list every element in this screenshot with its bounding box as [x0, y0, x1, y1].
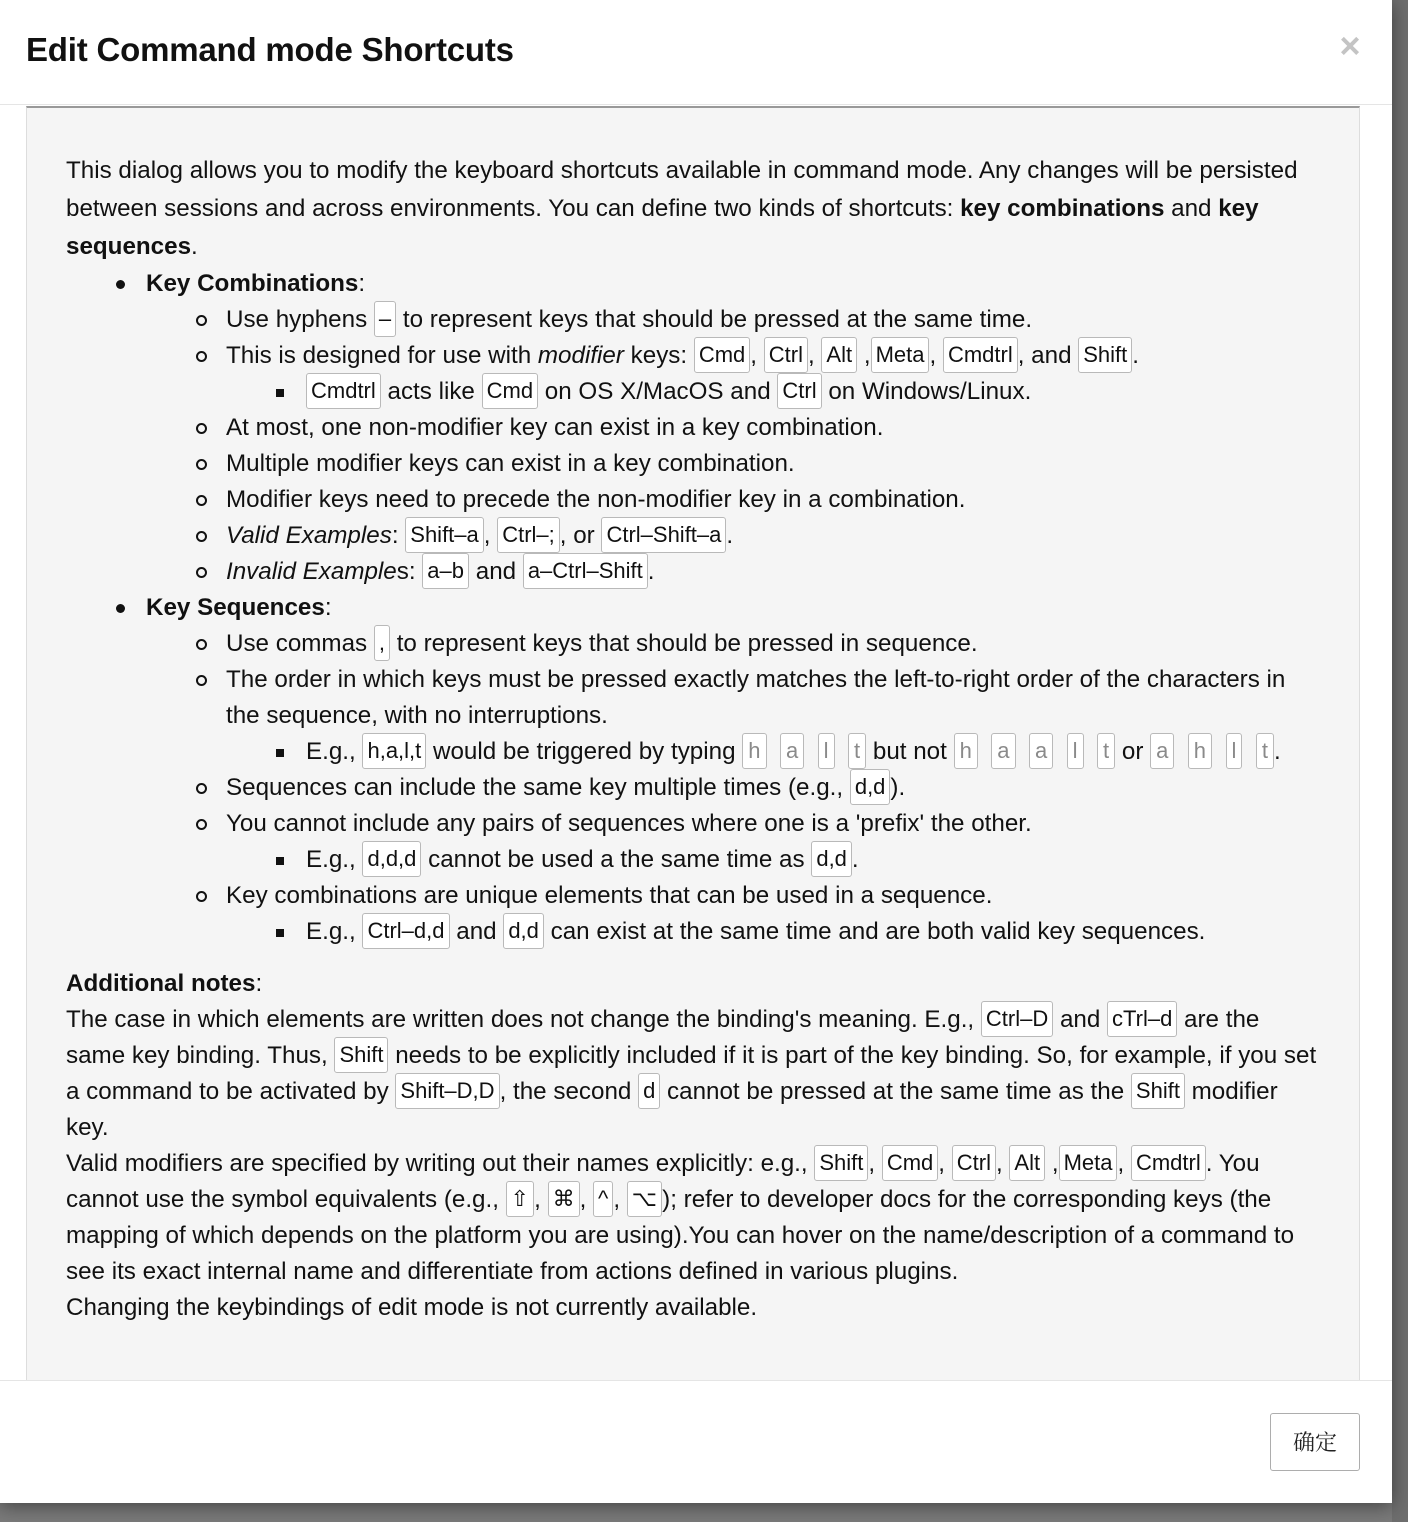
key-sequences-section: Key Sequences: Use commas , to represent keys that should be pressed in sequence. The order in which keys must be pressed exactly matches the left-to-right order of the characters in the sequence, with no interruptions. E.g., h,a,l,t would be triggered by typing h a l t but not h a a l t or a h l t . Sequences can include the same key multiple times (e.g., d,d ). You cannot include any pairs of sequences where one is a 'prefix' the other. E.g., d,d,d cannot be used a the same time as d,d . Key combinations are unique elements that can be used in a sequence. E.g., Ctrl–d,d and d,d can exist at the same time and are both valid key sequences. [146, 590, 1321, 950]
typed-key: a [1150, 733, 1174, 769]
key-cmdtrl: Cmdtrl [1131, 1145, 1206, 1181]
key-example: d,d [503, 913, 544, 949]
key-shift: Shift [814, 1145, 868, 1181]
list-item: Modifier keys need to precede the non-modifier key in a combination. [226, 482, 1321, 518]
key-example: Ctrl–Shift–a [601, 517, 726, 553]
list-item: Invalid Examples: a–b and a–Ctrl–Shift . [226, 554, 1321, 590]
list-item: You cannot include any pairs of sequences where one is a 'prefix' the other. E.g., d,d,d cannot be used a the same time as d,d . [226, 806, 1321, 878]
typed-key: h [1188, 733, 1212, 769]
list-item: Use hyphens – to represent keys that should be pressed at the same time. [226, 302, 1321, 338]
command-symbol-icon: ⌘ [548, 1181, 580, 1217]
typed-key: h [742, 733, 766, 769]
key-example: Shift–a [405, 517, 484, 553]
key-example: cTrl–d [1107, 1001, 1177, 1037]
edit-mode-note: Changing the keybindings of edit mode is not currently available. [66, 1294, 758, 1321]
key-cmd: Cmd [694, 337, 750, 373]
dialog-body[interactable] [26, 106, 1362, 1380]
typed-key: l [818, 733, 835, 769]
shortcut-help-panel [26, 106, 1360, 1380]
list-item: This is designed for use with modifier keys: Cmd , Ctrl , Alt , Meta , Cmdtrl , and Shift . Cmdtrl acts like Cmd on OS X/MacOS and Ctrl on Windows/Linux. [226, 338, 1321, 410]
list-item: At most, one non-modifier key can exist in a key combination. [226, 410, 1321, 446]
close-icon[interactable]: × [1339, 25, 1361, 66]
key-cmd: Cmd [882, 1145, 938, 1181]
dialog-title: Edit Command mode Shortcuts [26, 31, 514, 68]
typed-key: l [1067, 733, 1084, 769]
key-ctrl: Ctrl [777, 373, 821, 409]
key-ctrl: Ctrl [764, 337, 808, 373]
help-list [66, 266, 1321, 950]
key-example: Shift–D,D [395, 1073, 499, 1109]
typed-key: a [780, 733, 804, 769]
list-item: Cmdtrl acts like Cmd on OS X/MacOS and Ctrl on Windows/Linux. [306, 374, 1321, 410]
key-example: a–b [422, 553, 469, 589]
list-item: Sequences can include the same key multiple times (e.g., d,d ). [226, 770, 1321, 806]
shift-symbol-icon: ⇧ [506, 1181, 534, 1217]
list-item: E.g., h,a,l,t would be triggered by typing h a l t but not h a a l t or a h l t . [306, 734, 1321, 770]
key-ctrl: Ctrl [952, 1145, 996, 1181]
typed-key: l [1226, 733, 1243, 769]
key-comma: , [374, 625, 390, 661]
key-example: d,d,d [362, 841, 421, 877]
key-shift: Shift [1078, 337, 1132, 373]
key-shift: Shift [334, 1037, 388, 1073]
list-item: Key combinations are unique elements that can be used in a sequence. E.g., Ctrl–d,d and d,d can exist at the same time and are both valid key sequences. [226, 878, 1321, 950]
dialog-footer [0, 1380, 1392, 1503]
case-note: The case in which elements are written does not change the binding's meaning. E.g., Ctrl–D and cTrl–d are the same key binding. Thus, Shift needs to be explicitly included if it is part of the key binding. So, for example, if you set a command to be activated by Shift–D,D , the second d cannot be pressed at the same time as the Shift modifier key. [66, 1002, 1321, 1146]
list-item: Use commas , to represent keys that should be pressed in sequence. [226, 626, 1321, 662]
key-meta: Meta [871, 337, 930, 373]
sequence-rules [146, 626, 1321, 950]
list-item: Valid Examples: Shift–a , Ctrl–; , or Ctrl–Shift–a . [226, 518, 1321, 554]
typed-key: h [954, 733, 978, 769]
modal-backdrop [1392, 0, 1408, 1522]
dialog-header [0, 0, 1392, 105]
key-example: a–Ctrl–Shift [523, 553, 648, 589]
key-cmdtrl: Cmdtrl [306, 373, 381, 409]
key-example: Ctrl–d,d [362, 913, 449, 949]
key-alt: Alt [1009, 1145, 1045, 1181]
key-hyphen: – [374, 301, 396, 337]
key-combinations-section: Key Combinations: Use hyphens – to represent keys that should be pressed at the same time. This is designed for use with modifier keys: Cmd , Ctrl , Alt , Meta , Cmdtrl , and Shift . Cmdtrl acts like Cmd on OS X/MacOS and Ctrl on Windows/Linux. At most, one non-modifier key can exist in a key combination. Multiple modifier keys can exist in a key combination. Modifier keys need to precede the non-modifier key in a combination. Valid Examples: Shift–a , Ctrl–; , or Ctrl–Shift–a . Invalid Examples: a–b and a–Ctrl–Shift . [146, 266, 1321, 590]
control-symbol-icon: ^ [593, 1181, 613, 1217]
list-item: E.g., d,d,d cannot be used a the same time as d,d . [306, 842, 1321, 878]
key-example: d [638, 1073, 660, 1109]
key-meta: Meta [1059, 1145, 1118, 1181]
list-item: E.g., Ctrl–d,d and d,d can exist at the same time and are both valid key sequences. [306, 914, 1321, 950]
typed-key: t [1256, 733, 1274, 769]
list-item: The order in which keys must be pressed exactly matches the left-to-right order of the characters in the sequence, with no interruptions. E.g., h,a,l,t would be triggered by typing h a l t but not h a a l t or a h l t . [226, 662, 1321, 770]
typed-key: a [991, 733, 1015, 769]
key-example: d,d [850, 769, 891, 805]
key-shift: Shift [1131, 1073, 1185, 1109]
key-example: d,d [811, 841, 852, 877]
modifiers-note: Valid modifiers are specified by writing out their names explicitly: e.g., Shift , Cmd , Ctrl , Alt , Meta , Cmdtrl . You cannot use the symbol equivalents (e.g., ⇧ , ⌘ , ^ , ⌥ ); refer to developer docs for the corresponding keys (the mapping of which depends on the platform you are using).You can hover on the name/description of a command to see its exact internal name and differentiate from actions defined in various plugins. [66, 1146, 1321, 1290]
intro-paragraph: This dialog allows you to modify the keyboard shortcuts available in command mode. Any changes will be persisted between sessions and across environments. You can define two kinds of shortcuts: key combinations and key sequences. [66, 157, 1298, 260]
option-symbol-icon: ⌥ [627, 1181, 662, 1217]
key-cmdtrl: Cmdtrl [943, 337, 1018, 373]
typed-key: t [848, 733, 866, 769]
key-example: h,a,l,t [362, 733, 426, 769]
list-item: Multiple modifier keys can exist in a key combination. [226, 446, 1321, 482]
key-example: Ctrl–D [981, 1001, 1053, 1037]
additional-notes-heading: Additional notes: [66, 970, 263, 997]
ok-button[interactable]: 确定 [1270, 1413, 1360, 1471]
typed-key: a [1029, 733, 1053, 769]
key-cmd: Cmd [482, 373, 538, 409]
key-alt: Alt [821, 337, 857, 373]
typed-key: t [1097, 733, 1115, 769]
key-example: Ctrl–; [497, 517, 560, 553]
combo-rules [146, 302, 1321, 590]
